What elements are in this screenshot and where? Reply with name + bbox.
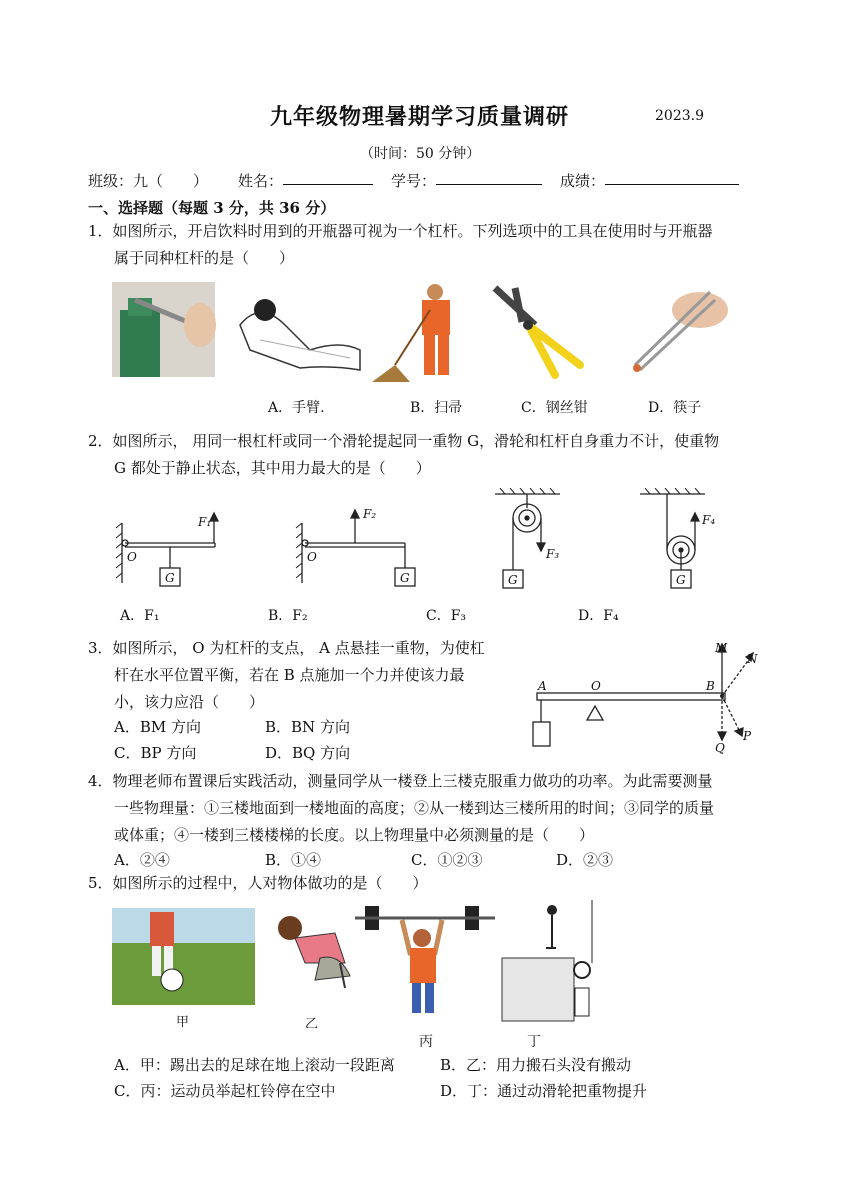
question-3-text xyxy=(88,635,485,716)
class-label: 班级：九（ ） xyxy=(88,172,209,190)
option-c[interactable]: C．①②③ xyxy=(411,851,483,869)
figure-label: 丁 xyxy=(527,1034,541,1050)
option-d[interactable]: D．筷子 xyxy=(648,400,702,416)
option-b[interactable]: B．扫帚 xyxy=(410,400,463,416)
option-a[interactable]: A．BM 方向 xyxy=(114,718,201,736)
option-b[interactable]: B．BN 方向 xyxy=(265,718,350,736)
point-b-label: B xyxy=(706,679,715,693)
name-label: 姓名： xyxy=(238,172,284,190)
direction-n-label: N xyxy=(747,652,758,666)
score-field[interactable] xyxy=(605,170,739,185)
option-b[interactable]: B．F₂ xyxy=(268,608,308,624)
pivot-label: O xyxy=(591,679,601,693)
question-4-line: 或体重；④一楼到三楼楼梯的长度。以上物理量中必须测量的是（ ） xyxy=(114,826,595,844)
question-3-line: 杆在水平位置平衡，若在 B 点施加一个力并使该力最 xyxy=(114,666,465,684)
option-d[interactable]: D．②③ xyxy=(556,851,614,869)
option-c[interactable]: C．钢丝钳 xyxy=(521,400,588,416)
option-d[interactable]: D．F₄ xyxy=(578,608,619,624)
option-b[interactable]: B．①④ xyxy=(265,851,322,869)
question-1-figures xyxy=(110,280,750,390)
pivot-label: O xyxy=(127,550,137,564)
question-1-line: 属于同种杠杆的是（ ） xyxy=(114,249,295,267)
question-2-figures xyxy=(110,488,730,593)
question-2-text xyxy=(88,428,719,482)
question-4-text xyxy=(88,768,714,849)
exam-date: 2023.9 xyxy=(655,108,704,124)
option-c[interactable]: C．F₃ xyxy=(426,608,467,624)
question-4-line: 一些物理量：①三楼地面到一楼地面的高度；②从一楼到达三楼所用的时间；③同学的质量 xyxy=(114,799,715,817)
option-a[interactable]: A．手臂. xyxy=(268,400,325,416)
question-3-line: 3．如图所示， O 为杠杆的支点， A 点悬挂一重物，为使杠 xyxy=(88,639,485,657)
question-2-line: G 都处于静止状态，其中用力最大的是（ ） xyxy=(114,459,431,477)
question-3-line: 小，该力应沿（ ） xyxy=(114,693,265,711)
weight-label: G xyxy=(676,573,686,587)
force-label: F₂ xyxy=(363,507,377,521)
section-heading: 一、选择题（每题 3 分，共 36 分） xyxy=(88,199,336,217)
question-5-text: 5．如图所示的过程中，人对物体做功的是（ ） xyxy=(88,874,428,892)
option-d[interactable]: D．BQ 方向 xyxy=(265,744,351,762)
id-field[interactable] xyxy=(436,170,542,185)
weight-label: G xyxy=(400,571,410,585)
force-label: F₄ xyxy=(702,513,716,527)
pivot-label: O xyxy=(307,550,317,564)
direction-m-label: M xyxy=(715,641,728,655)
figure-label: 丙 xyxy=(419,1034,433,1050)
force-label: F₃ xyxy=(546,547,560,561)
option-c[interactable]: C．BP 方向 xyxy=(114,744,197,762)
pulley-system-illustration xyxy=(502,900,592,1021)
force-label: F₁ xyxy=(198,515,212,529)
option-a[interactable]: A．F₁ xyxy=(120,608,160,624)
name-field[interactable] xyxy=(283,170,373,185)
page-title: 九年级物理暑期学习质量调研 xyxy=(270,104,570,130)
question-2-line: 2．如图所示， 用同一根杠杆或同一个滑轮提起同一重物 G，滑轮和杠杆自身重力不计，使重物 xyxy=(88,432,720,450)
question-1-line: 1．如图所示，开启饮料时用到的开瓶器可视为一个杠杆。下列选项中的工具在使用时与开瓶器 xyxy=(88,222,713,240)
figure-label: 甲 xyxy=(176,1015,190,1028)
question-5-figures xyxy=(110,898,630,1028)
id-label: 学号： xyxy=(391,172,437,190)
bottle-opener-photo xyxy=(112,282,216,377)
score-label: 成绩： xyxy=(560,172,606,190)
option-a[interactable]: A．甲：踢出去的足球在地上滚动一段距离 xyxy=(114,1056,395,1074)
weight-label: G xyxy=(165,571,175,585)
exam-duration: （时间：50 分钟） xyxy=(360,146,481,162)
option-d[interactable]: D．丁：通过动滑轮把重物提升 xyxy=(440,1082,648,1100)
lifting-stone-illustration xyxy=(278,916,350,988)
option-b[interactable]: B．乙：用力搬石头没有搬动 xyxy=(440,1056,632,1074)
question-1-text xyxy=(88,218,713,272)
arm-illustration xyxy=(240,299,360,370)
pliers-illustration xyxy=(495,288,580,375)
chopsticks-illustration xyxy=(633,292,728,372)
broom-sweeper-illustration xyxy=(372,284,450,382)
question-4-line: 4．物理老师布置课后实践活动，测量同学从一楼登上三楼克服重力做功的功率。为此需要测量 xyxy=(88,772,713,790)
point-a-label: A xyxy=(538,679,547,693)
student-info-row xyxy=(88,170,739,191)
option-a[interactable]: A．②④ xyxy=(114,851,170,869)
option-c[interactable]: C．丙：运动员举起杠铃停在空中 xyxy=(114,1082,336,1100)
weight-label: G xyxy=(508,573,518,587)
weightlifter-illustration xyxy=(355,906,495,1013)
figure-label: 乙 xyxy=(305,1017,319,1028)
direction-p-label: P xyxy=(743,729,752,743)
soccer-photo xyxy=(112,908,255,1005)
question-3-figure xyxy=(525,640,765,755)
direction-q-label: Q xyxy=(715,741,725,755)
